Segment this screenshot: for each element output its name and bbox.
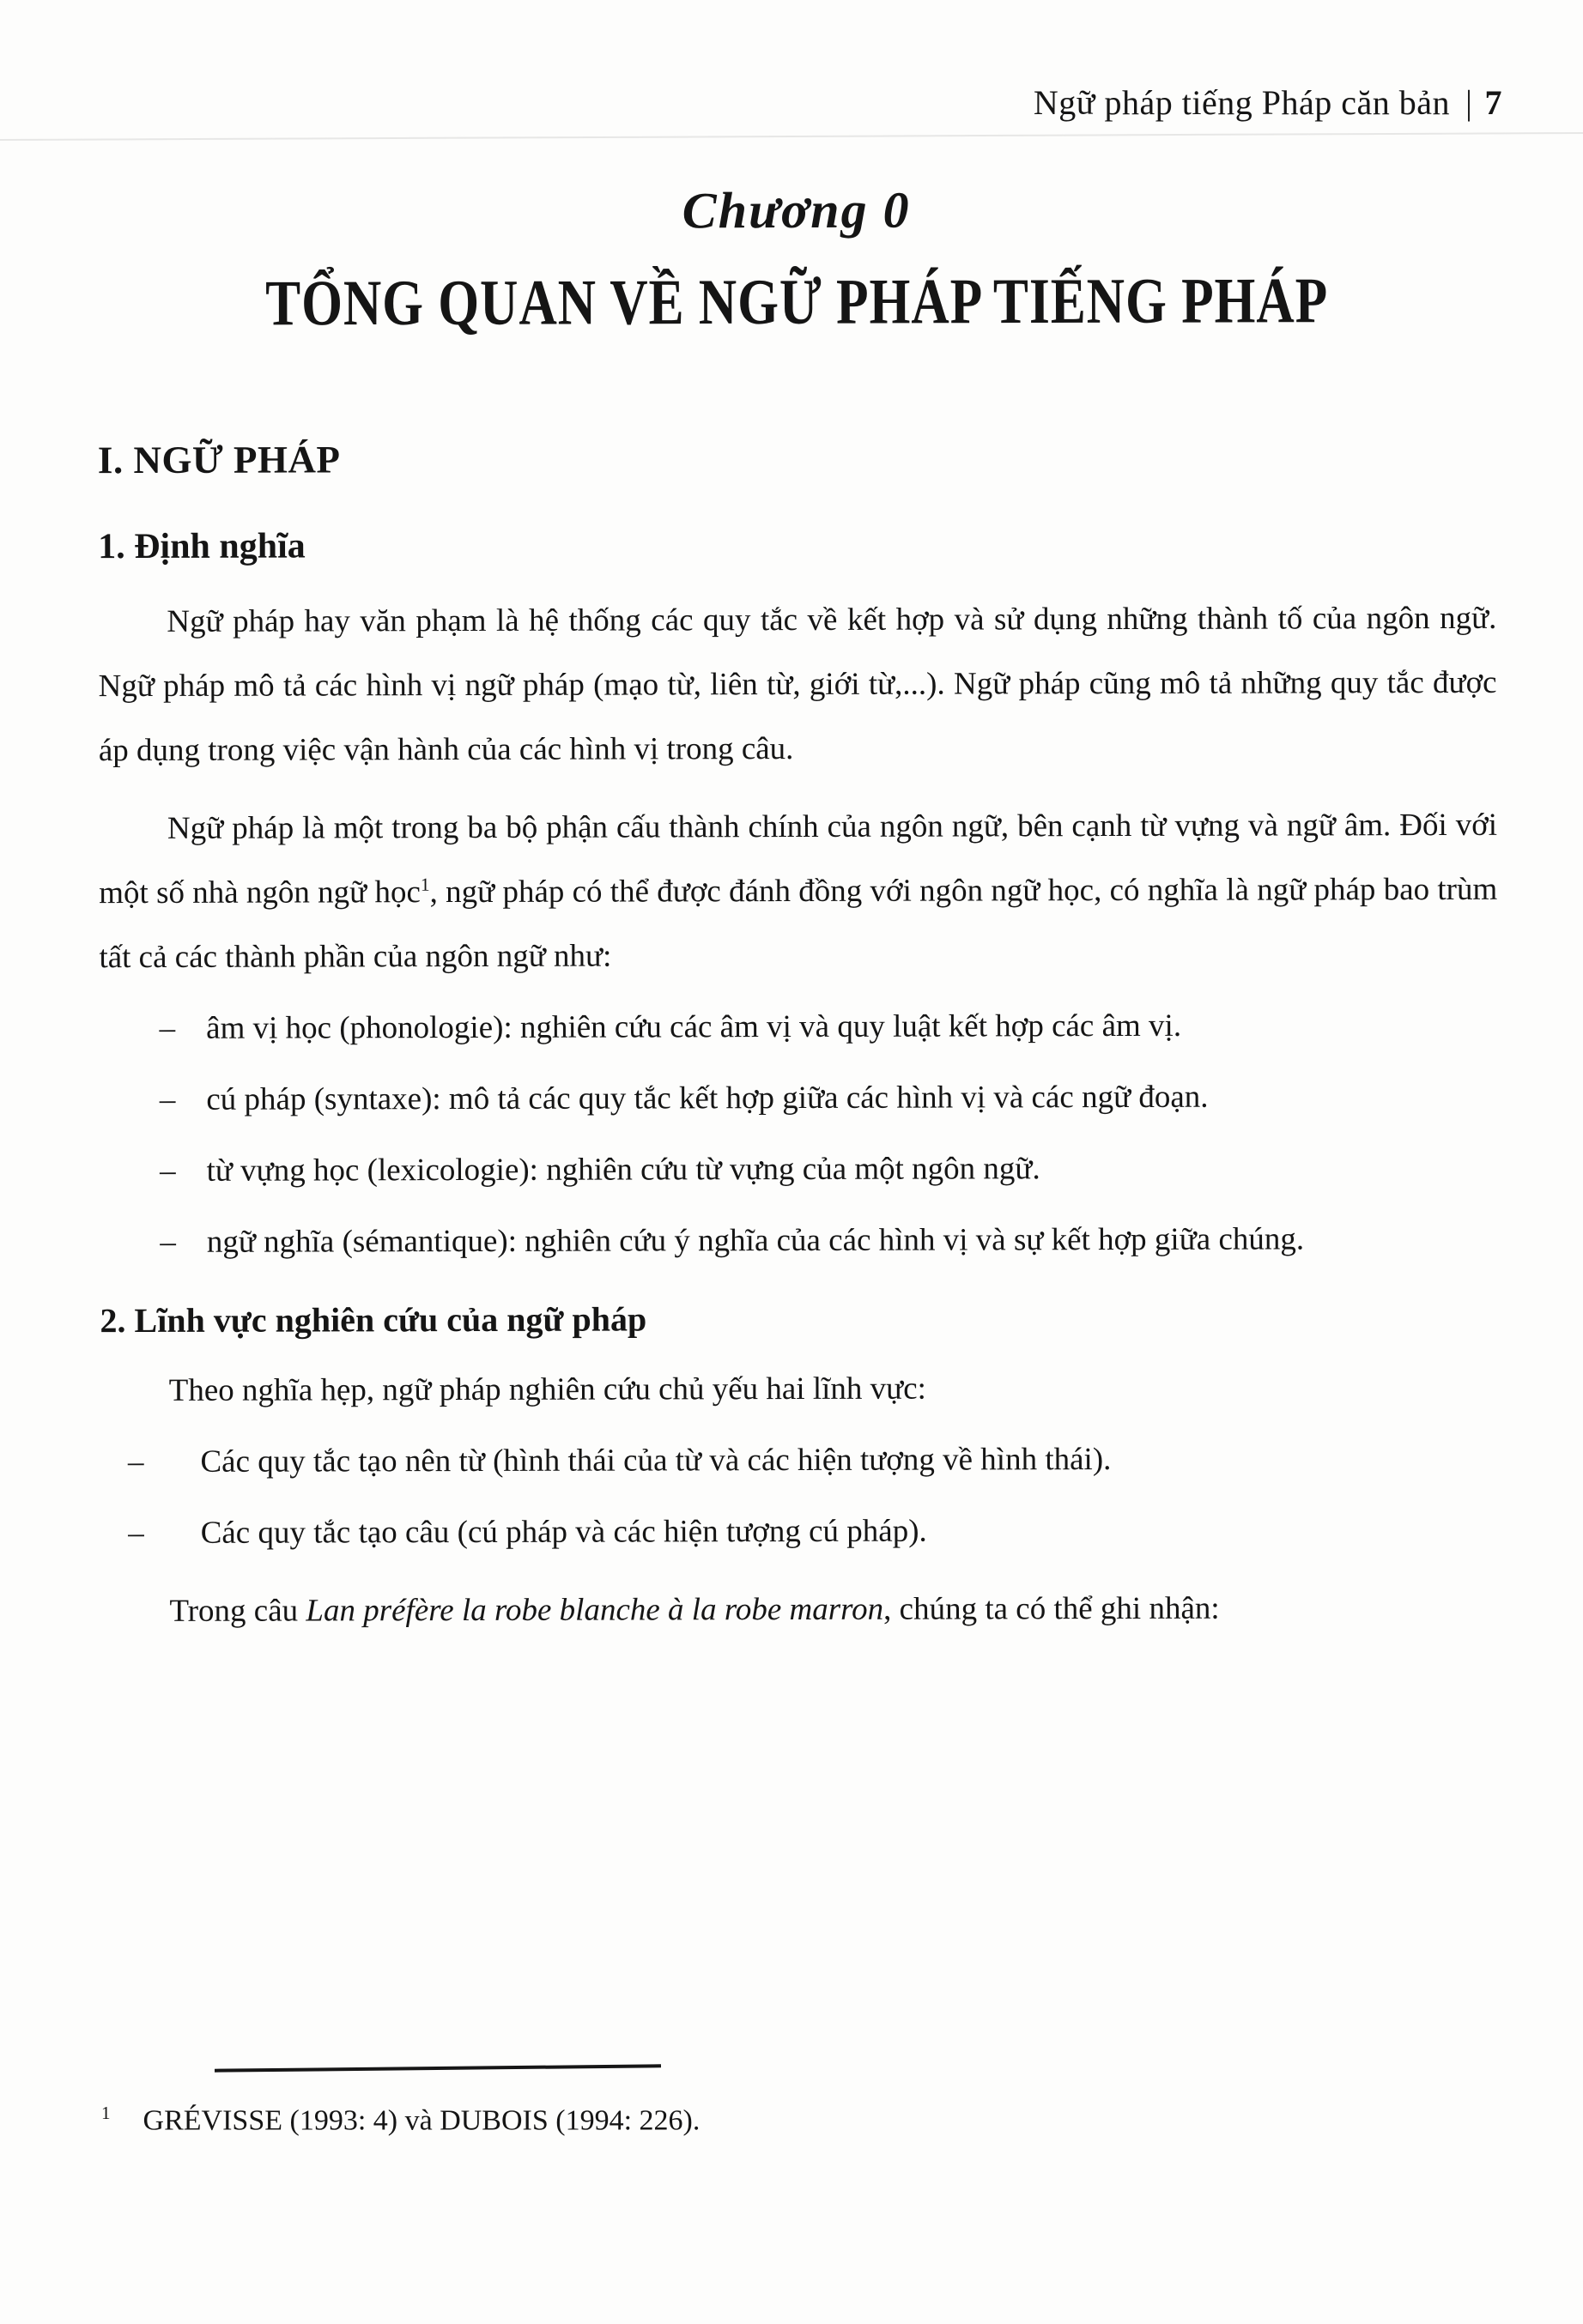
paragraph-definition-2 (99, 793, 1498, 990)
paragraph-text: Ngữ pháp là một trong ba bộ phận cấu thành chính của ngôn ngữ, bên cạnh từ vựng và ngữ âm. Đối với một số nhà ngôn ngữ học (99, 807, 1498, 911)
dash-marker: – (127, 1443, 144, 1480)
list-item-text: Các quy tắc tạo câu (cú pháp và các hiện tượng cú pháp). (200, 1513, 927, 1551)
paragraph-text: , chúng ta có thể ghi nhận: (883, 1590, 1220, 1627)
chapter-title-text: TỔNG QUAN VỀ NGỮ PHÁP TIẾNG PHÁP (264, 263, 1329, 339)
chapter-kicker: Chương 0 (682, 181, 911, 239)
dash-marker: – (159, 1010, 176, 1046)
section-heading-1: I. NGỮ PHÁP (97, 438, 341, 482)
header-divider: | (1465, 83, 1473, 122)
chapter-title (97, 259, 1495, 360)
paragraph-text: , ngữ pháp có thể được đánh đồng với ngôn ngữ học, có nghĩa là ngữ pháp bao trùm tất cả các thành phần của ngôn ngữ như: (99, 871, 1498, 976)
list-item-text: từ vựng học (lexicologie): nghiên cứu từ vựng của một ngôn ngữ. (206, 1151, 1040, 1189)
list-item-phonologie (100, 993, 1498, 1061)
list-item-word-rules (100, 1426, 1499, 1494)
dash-marker: – (128, 1515, 144, 1552)
list-item-lexicologie (100, 1135, 1498, 1203)
footnote-marker: 1 (101, 2103, 111, 2123)
subsection-heading-2: 2. Lĩnh vực nghiên cứu của ngữ pháp (100, 1299, 647, 1341)
footnote-reference: 1 (420, 874, 430, 895)
dash-marker: – (159, 1081, 176, 1117)
subsection-heading-1: 1. Định nghĩa (98, 526, 306, 567)
list-item-sentence-rules (100, 1498, 1499, 1565)
running-title: Ngữ pháp tiếng Pháp căn bản (1033, 83, 1450, 122)
dash-marker: – (160, 1224, 176, 1260)
footnote (101, 2091, 1389, 2143)
list-item-text: âm vị học (phonologie): nghiên cứu các âm vị và quy luật kết hợp các âm vị. (206, 1008, 1182, 1046)
paragraph-definition-1: Ngữ pháp hay văn phạm là hệ thống các quy tắc về kết hợp và sử dụng những thành tố của ngôn ngữ. Ngữ pháp mô tả các hình vị ngữ pháp (mạo từ, liên từ, giới từ,...). Ngữ pháp cũng mô tả những quy tắc được áp dụng trong việc vận hành của các hình vị trong câu. (98, 600, 1497, 769)
list-item-text: ngữ nghĩa (sémantique): nghiên cứu ý nghĩa của các hình vị và sự kết hợp giữa chúng. (206, 1221, 1305, 1260)
page-number: 7 (1484, 83, 1502, 122)
paragraph-text: Trong câu (169, 1593, 306, 1629)
paragraph-example-sentence (100, 1576, 1499, 1643)
footnote-text: GRÉVISSE (1993: 4) và DUBOIS (1994: 226). (143, 2104, 701, 2137)
list-item-syntaxe (100, 1064, 1498, 1132)
footnote-separator (215, 2064, 661, 2072)
dash-marker: – (160, 1153, 176, 1189)
french-example-italic: Lan préfère la robe blanche à la robe marron (306, 1591, 884, 1629)
list-item-text: Các quy tắc tạo nên từ (hình thái của từ và các hiện tượng về hình thái). (200, 1442, 1112, 1480)
list-item-text: cú pháp (syntaxe): mô tả các quy tắc kết hợp giữa các hình vị và các ngữ đoạn. (206, 1079, 1209, 1117)
paragraph-scope-intro: Theo nghĩa hẹp, ngữ pháp nghiên cứu chủ yếu hai lĩnh vực: (168, 1371, 926, 1408)
list-item-semantique (100, 1207, 1498, 1274)
